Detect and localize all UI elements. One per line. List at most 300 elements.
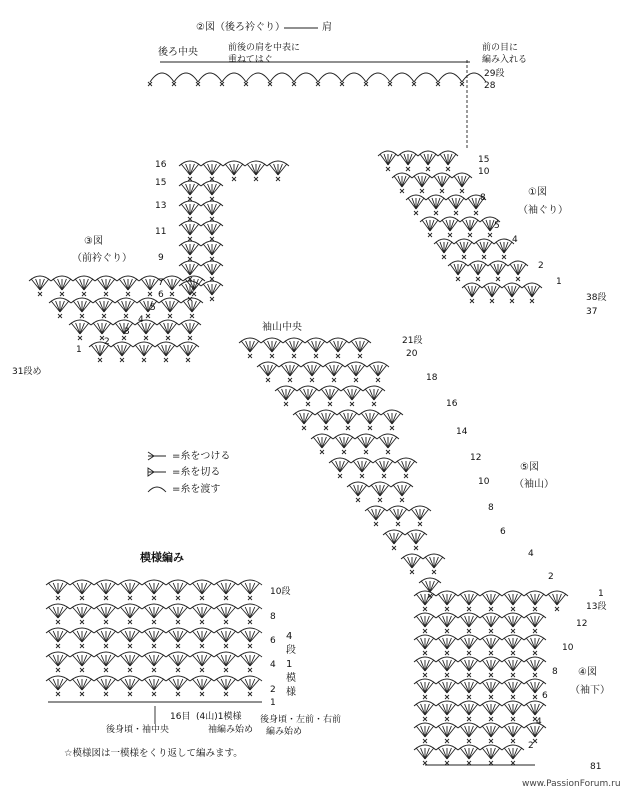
dc-stitch	[190, 244, 194, 255]
dc-stitch	[491, 682, 495, 693]
dc-stitch	[504, 242, 512, 253]
dc-stitch	[48, 583, 58, 594]
dc-stitch	[422, 176, 426, 187]
dc-stitch	[338, 341, 342, 352]
dc-stitch	[397, 461, 406, 472]
fig5-row-2: 2	[548, 572, 554, 582]
dc-stitch	[181, 204, 190, 215]
dc-stitch	[496, 242, 504, 253]
dc-stitch	[274, 164, 278, 175]
dc-stitch	[154, 631, 159, 642]
dc-stitch	[330, 389, 334, 400]
sc-stitch	[248, 644, 252, 648]
sc-stitch	[210, 197, 214, 201]
dc-stitch	[447, 660, 451, 671]
dc-stitch	[113, 345, 122, 356]
dc-stitch	[407, 533, 416, 544]
dc-stitch	[278, 164, 282, 175]
dc-stitch	[468, 198, 476, 209]
dc-stitch	[96, 655, 106, 666]
dc-stitch	[212, 224, 216, 235]
sc-stitch	[224, 668, 228, 672]
dc-stitch	[509, 704, 513, 715]
dc-stitch	[487, 638, 491, 649]
fig1-subtitle: （袖ぐり）	[518, 205, 568, 216]
dc-stitch	[352, 389, 356, 400]
sc-stitch	[266, 378, 270, 382]
sc-stitch	[120, 358, 124, 362]
dc-stitch	[106, 655, 116, 666]
dc-stitch	[438, 638, 447, 649]
dc-stitch	[80, 323, 84, 334]
dc-stitch	[202, 607, 212, 618]
dc-stitch	[178, 583, 183, 594]
dc-stitch	[95, 301, 104, 312]
dc-stitch	[469, 660, 473, 671]
dc-stitch	[294, 341, 298, 352]
dc-stitch	[82, 631, 87, 642]
dc-stitch	[140, 345, 144, 356]
dc-stitch	[526, 660, 535, 671]
dc-stitch	[513, 682, 517, 693]
dc-stitch	[553, 594, 557, 605]
sc-stitch	[270, 354, 274, 358]
dc-stitch	[389, 509, 398, 520]
sc-stitch	[104, 620, 108, 624]
sleeve-cap-chart	[239, 338, 445, 598]
dc-stitch	[106, 631, 116, 642]
dc-stitch	[250, 607, 260, 618]
dc-stitch	[360, 341, 369, 352]
sc-stitch	[164, 358, 168, 362]
dc-stitch	[443, 616, 447, 627]
dc-stitch	[366, 437, 370, 448]
dc-stitch	[190, 184, 199, 195]
dc-stitch	[482, 726, 491, 737]
pattern-front-label: 後身頃・左前・右前	[260, 715, 342, 725]
dc-stitch	[100, 301, 104, 312]
dc-stitch	[465, 616, 469, 627]
sc-stitch	[418, 522, 422, 526]
dc-stitch	[240, 583, 250, 594]
dc-stitch	[469, 682, 473, 693]
dc-stitch	[447, 594, 451, 605]
dc-stitch	[535, 682, 539, 693]
dc-stitch	[465, 594, 469, 605]
dc-stitch	[58, 583, 68, 594]
dc-stitch	[154, 655, 164, 666]
chart-arrows	[148, 452, 166, 492]
dc-stitch	[447, 726, 456, 737]
dc-stitch	[348, 389, 352, 400]
fig3-row-16: 16	[155, 160, 167, 170]
dc-stitch	[436, 198, 444, 209]
dc-stitch	[154, 631, 164, 642]
dc-stitch	[304, 389, 308, 400]
dc-stitch	[245, 583, 250, 594]
dc-stitch	[334, 365, 343, 376]
dc-stitch	[469, 638, 478, 649]
dc-stitch	[144, 345, 148, 356]
dc-stitch	[535, 594, 544, 605]
sc-stitch	[142, 358, 146, 362]
sc-stitch	[104, 292, 108, 296]
dc-stitch	[181, 244, 190, 255]
dc-stitch	[460, 704, 469, 715]
dc-stitch	[130, 679, 140, 690]
sc-stitch	[445, 651, 449, 655]
fig4-row-6: 6	[542, 691, 548, 701]
dc-stitch	[263, 341, 272, 352]
dc-stitch	[264, 365, 268, 376]
dc-stitch	[268, 341, 272, 352]
sc-stitch	[292, 82, 296, 86]
dc-stitch	[269, 164, 278, 175]
pattern-row-2: 2	[270, 685, 276, 695]
sc-stitch	[152, 596, 156, 600]
dc-stitch	[484, 286, 492, 297]
dc-stitch	[491, 638, 495, 649]
dc-stitch	[443, 748, 447, 759]
dc-stitch	[168, 607, 178, 618]
dc-stitch	[482, 682, 491, 693]
dc-stitch	[245, 655, 250, 666]
sc-stitch	[80, 596, 84, 600]
sc-stitch	[423, 651, 427, 655]
dc-stitch	[406, 461, 415, 472]
dc-stitch	[548, 594, 557, 605]
pattern-sleeve-start: 袖編み始め	[208, 725, 254, 735]
sc-stitch	[489, 651, 493, 655]
sc-stitch	[489, 607, 493, 611]
dc-stitch	[343, 389, 352, 400]
dc-stitch	[190, 264, 194, 275]
fig1-row-38: 38段	[586, 293, 607, 303]
dc-stitch	[161, 301, 170, 312]
dc-stitch	[102, 323, 106, 334]
sc-stitch	[423, 739, 427, 743]
legend-carry: =糸を渡す	[172, 484, 221, 495]
dc-stitch	[212, 184, 221, 195]
dc-stitch	[469, 616, 478, 627]
dc-stitch	[106, 679, 116, 690]
fig5-row-12: 12	[470, 453, 482, 463]
dc-stitch	[58, 279, 62, 290]
sc-stitch	[445, 739, 449, 743]
dc-stitch	[190, 164, 194, 175]
fig2-row-29: 29段	[484, 69, 505, 79]
dc-stitch	[101, 631, 106, 642]
dc-stitch	[513, 726, 522, 737]
dc-stitch	[406, 461, 410, 472]
fig5-subtitle: （袖山）	[514, 479, 554, 490]
sc-stitch	[200, 596, 204, 600]
dc-stitch	[492, 286, 500, 297]
dc-stitch	[380, 485, 389, 496]
dc-stitch	[48, 655, 58, 666]
dc-stitch	[438, 748, 447, 759]
sc-stitch	[244, 82, 248, 86]
dc-stitch	[458, 264, 462, 275]
dc-stitch	[398, 176, 402, 187]
dc-stitch	[416, 748, 425, 759]
dc-stitch	[290, 341, 294, 352]
dc-stitch	[512, 286, 516, 297]
fig5-row-6: 6	[500, 527, 506, 537]
dc-stitch	[130, 679, 135, 690]
dc-stitch	[338, 341, 347, 352]
dc-stitch	[178, 655, 188, 666]
dc-stitch	[384, 437, 388, 448]
dc-stitch	[464, 242, 472, 253]
sc-stitch	[533, 629, 537, 633]
dc-stitch	[462, 176, 466, 187]
dc-stitch	[53, 607, 58, 618]
sc-stitch	[533, 651, 537, 655]
dc-stitch	[157, 345, 166, 356]
dc-stitch	[208, 264, 212, 275]
dc-stitch	[454, 176, 462, 187]
dc-stitch	[72, 679, 82, 690]
pattern-b1-stitches: 16目	[170, 712, 191, 722]
dc-stitch	[392, 413, 401, 424]
dc-stitch	[491, 616, 495, 627]
dc-stitch	[416, 638, 425, 649]
sc-stitch	[432, 570, 436, 574]
sc-stitch	[356, 498, 360, 502]
dc-stitch	[416, 616, 425, 627]
pattern-stitch-chart	[46, 580, 262, 724]
dc-stitch	[144, 345, 153, 356]
dc-stitch	[144, 583, 154, 594]
dc-stitch	[370, 413, 374, 424]
dc-stitch	[154, 583, 164, 594]
dc-stitch	[106, 631, 111, 642]
sc-stitch	[423, 717, 427, 721]
dc-stitch	[344, 437, 353, 448]
dc-stitch	[491, 726, 500, 737]
dc-stitch	[178, 607, 183, 618]
dc-stitch	[375, 461, 384, 472]
dc-stitch	[380, 461, 384, 472]
dc-stitch	[326, 413, 330, 424]
sc-stitch	[82, 292, 86, 296]
dc-stitch	[240, 607, 250, 618]
dc-stitch	[403, 557, 412, 568]
dc-stitch	[448, 198, 456, 209]
fig5-row-16: 16	[446, 399, 458, 409]
dc-stitch	[53, 279, 62, 290]
dc-stitch	[535, 594, 539, 605]
sc-stitch	[404, 474, 408, 478]
sc-stitch	[412, 82, 416, 86]
dc-stitch	[513, 660, 522, 671]
sc-stitch	[414, 211, 418, 215]
dc-stitch	[149, 655, 154, 666]
sc-stitch	[98, 358, 102, 362]
dc-stitch	[334, 365, 338, 376]
dc-stitch	[166, 345, 175, 356]
dc-stitch	[154, 583, 159, 594]
dc-stitch	[357, 437, 366, 448]
armhole-chart	[378, 151, 542, 303]
dc-stitch	[472, 286, 476, 297]
dc-stitch	[250, 341, 254, 352]
dc-stitch	[434, 176, 442, 187]
dc-stitch	[498, 264, 506, 275]
sc-stitch	[386, 450, 390, 454]
sc-stitch	[38, 292, 42, 296]
dc-stitch	[487, 704, 491, 715]
sc-stitch	[224, 620, 228, 624]
sc-stitch	[128, 596, 132, 600]
sc-stitch	[442, 255, 446, 259]
dc-stitch	[149, 607, 154, 618]
sc-stitch	[104, 668, 108, 672]
dc-stitch	[212, 264, 216, 275]
dc-stitch	[365, 389, 374, 400]
dc-stitch	[462, 220, 470, 231]
fig1-title: ①図	[528, 187, 547, 198]
dc-stitch	[130, 631, 140, 642]
dc-stitch	[487, 726, 491, 737]
sc-stitch	[434, 211, 438, 215]
sc-stitch	[467, 607, 471, 611]
dc-stitch	[421, 726, 425, 737]
dc-stitch	[378, 365, 387, 376]
dc-stitch	[378, 365, 382, 376]
dc-stitch	[159, 323, 168, 334]
dc-stitch	[510, 264, 518, 275]
dc-stitch	[425, 616, 429, 627]
dc-stitch	[474, 264, 478, 275]
dc-stitch	[443, 704, 447, 715]
dc-stitch	[535, 616, 539, 627]
dc-stitch	[252, 164, 256, 175]
dc-stitch	[226, 583, 236, 594]
sc-stitch	[445, 673, 449, 677]
dc-stitch	[482, 594, 491, 605]
dc-stitch	[394, 533, 398, 544]
dc-stitch	[447, 748, 456, 759]
dc-stitch	[216, 583, 226, 594]
sc-stitch	[468, 233, 472, 237]
dc-stitch	[192, 631, 202, 642]
dc-stitch	[442, 176, 450, 187]
dc-stitch	[245, 679, 250, 690]
dc-stitch	[388, 154, 392, 165]
dc-stitch	[208, 224, 212, 235]
dc-stitch	[376, 509, 380, 520]
dc-stitch	[528, 286, 532, 297]
dc-stitch	[339, 413, 348, 424]
sc-stitch	[288, 378, 292, 382]
dc-stitch	[56, 301, 60, 312]
dc-stitch	[518, 264, 522, 275]
dc-stitch	[130, 607, 140, 618]
dc-stitch	[362, 437, 366, 448]
sc-stitch	[511, 651, 515, 655]
dc-stitch	[398, 485, 402, 496]
dc-stitch	[402, 485, 411, 496]
dc-stitch	[208, 184, 212, 195]
dc-stitch	[316, 341, 320, 352]
dc-stitch	[190, 224, 199, 235]
dc-stitch	[491, 748, 500, 759]
dc-stitch	[514, 264, 518, 275]
dc-stitch	[388, 154, 396, 165]
dc-stitch	[347, 365, 356, 376]
dc-stitch	[96, 679, 106, 690]
dc-stitch	[425, 557, 434, 568]
dc-stitch	[425, 638, 429, 649]
pattern-back-label: 後身頃・袖中央	[106, 725, 170, 735]
dc-stitch	[444, 242, 452, 253]
sc-stitch	[186, 358, 190, 362]
dc-stitch	[282, 389, 286, 400]
sc-stitch	[414, 546, 418, 550]
dc-stitch	[144, 655, 154, 666]
chain-arc	[222, 73, 246, 82]
dc-stitch	[447, 616, 456, 627]
pattern-side-yo: 様	[286, 687, 296, 698]
dc-stitch	[221, 655, 226, 666]
dc-stitch	[126, 301, 135, 312]
dc-stitch	[250, 607, 255, 618]
sc-stitch	[254, 177, 258, 181]
sc-stitch	[332, 378, 336, 382]
dc-stitch	[416, 726, 425, 737]
sc-stitch	[489, 739, 493, 743]
dc-stitch	[478, 264, 482, 275]
fig4-row-4: 4	[536, 717, 542, 727]
dc-stitch	[340, 437, 344, 448]
dc-stitch	[498, 264, 502, 275]
sc-stitch	[188, 177, 192, 181]
fig5-row-8: 8	[488, 503, 494, 513]
dc-stitch	[106, 583, 111, 594]
dc-stitch	[82, 583, 87, 594]
dc-stitch	[77, 607, 82, 618]
dc-stitch	[77, 631, 82, 642]
dc-stitch	[130, 607, 135, 618]
dc-stitch	[259, 365, 268, 376]
fig5-row-4: 4	[528, 549, 534, 559]
dc-stitch	[101, 679, 106, 690]
sc-stitch	[390, 426, 394, 430]
sc-stitch	[445, 629, 449, 633]
dc-stitch	[130, 583, 140, 594]
dc-stitch	[513, 726, 517, 737]
dc-stitch	[412, 557, 416, 568]
dc-stitch	[212, 244, 221, 255]
dc-stitch	[173, 679, 178, 690]
dc-stitch	[154, 607, 159, 618]
watermark: www.PassionForum.ru	[522, 779, 621, 789]
dc-stitch	[440, 242, 444, 253]
dc-stitch	[117, 301, 126, 312]
dc-stitch	[106, 655, 111, 666]
dc-stitch	[53, 655, 58, 666]
dc-stitch	[178, 631, 183, 642]
dc-stitch	[208, 284, 212, 295]
sc-stitch	[489, 673, 493, 677]
sc-stitch	[555, 607, 559, 611]
dc-stitch	[412, 198, 416, 209]
dc-stitch	[186, 264, 190, 275]
dc-stitch	[402, 461, 406, 472]
dc-stitch	[226, 655, 236, 666]
